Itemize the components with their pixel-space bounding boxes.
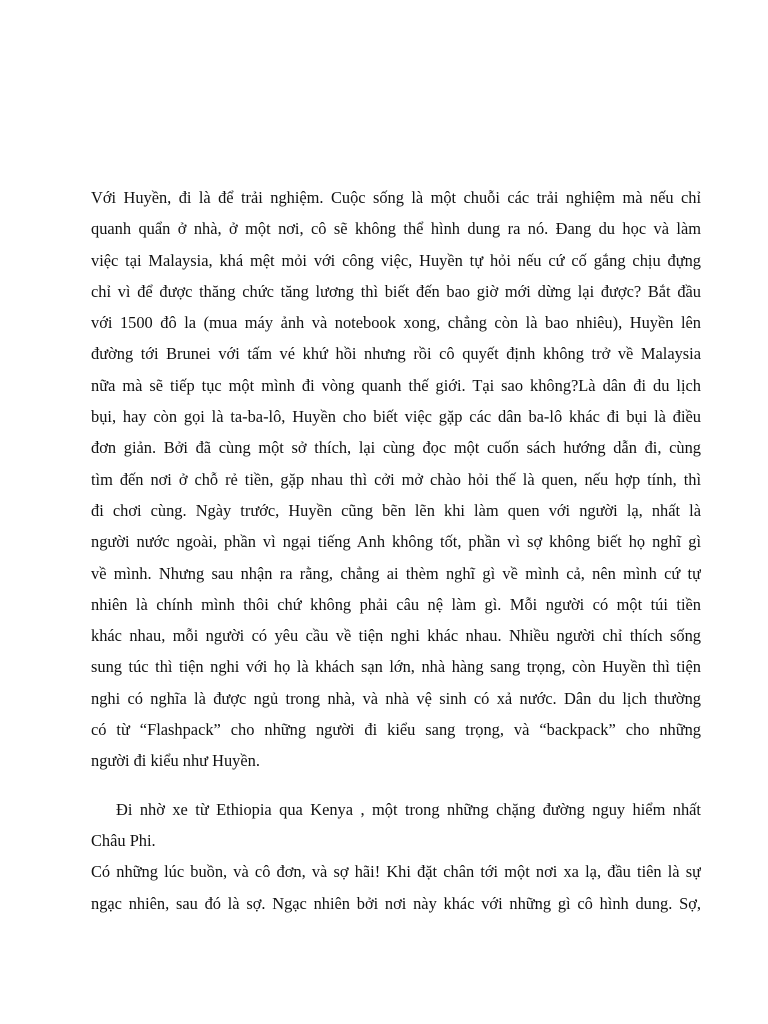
text-line: ngạc nhiên, sau đó là sợ. Ngạc nhiên bởi nơi này khác với những gì cô hình dung. Sợ, — [91, 893, 701, 913]
text-line: Đi nhờ xe từ Ethiopia qua Kenya , một trong những chặng đường nguy hiểm nhất — [116, 799, 701, 819]
paragraph-spacer — [91, 777, 701, 794]
text-line: Có những lúc buồn, và cô đơn, và sợ hãi! Khi đặt chân tới một nơi xa lạ, đầu tiên là sự — [91, 862, 701, 882]
paragraph — [91, 856, 701, 919]
text-line: người nước ngoài, phần vì ngại tiếng Anh không tốt, phần vì sợ không biết họ nghĩ gì — [91, 532, 701, 552]
paragraph — [91, 794, 701, 857]
text-line: khác nhau, mỗi người có yêu cầu về tiện nghi khác nhau. Nhiều người chỉ thích sống — [91, 626, 701, 646]
text-line: quanh quẩn ở nhà, ở một nơi, cô sẽ không thể hình dung ra nó. Đang du học và làm — [91, 219, 701, 239]
text-line: với 1500 đô la (mua máy ảnh và notebook xong, chẳng còn là bao nhiêu), Huyền lên — [91, 313, 701, 333]
text-line: về mình. Nhưng sau nhận ra rằng, chẳng ai thèm nghĩ gì về mình cả, nên mình cứ tự — [91, 563, 701, 583]
text-line: Châu Phi. — [91, 830, 156, 850]
text-line: nhiên là chính mình thôi chứ không phải câu nệ làm gì. Mỗi người có một túi tiền — [91, 594, 701, 614]
text-line: đi chơi cùng. Ngày trước, Huyền cũng bẽn lẽn khi làm quen với người lạ, nhất là — [91, 500, 701, 520]
text-line: chỉ vì để được thăng chức tăng lương thì biết đến bao giờ mới dừng lại được? Bắt đầu — [91, 281, 701, 301]
text-line: bụi, hay còn gọi là ta-ba-lô, Huyền cho biết việc gặp các dân ba-lô khác đi bụi là điều — [91, 407, 701, 427]
text-line: Với Huyền, đi là để trải nghiệm. Cuộc sống là một chuỗi các trải nghiệm mà nếu chỉ — [91, 188, 701, 207]
document-body — [91, 182, 701, 919]
text-line: đường tới Brunei với tấm vé khứ hồi nhưng rồi cô quyết định không trở về Malaysia — [91, 344, 701, 364]
text-line: có từ “Flashpack” cho những người đi kiểu sang trọng, và “backpack” cho những — [91, 720, 701, 740]
text-line: sung túc thì tiện nghi với họ là khách sạn lớn, nhà hàng sang trọng, còn Huyền thì tiện — [91, 657, 701, 677]
text-line: người đi kiểu như Huyền. — [91, 751, 260, 771]
text-line: việc tại Malaysia, khá mệt mỏi với công việc, Huyền tự hỏi nếu cứ cố gắng chịu đựng — [91, 250, 701, 270]
text-line: nghi có nghĩa là được ngủ trong nhà, và nhà vệ sinh có xả nước. Dân du lịch thường — [91, 688, 701, 708]
text-line: nữa mà sẽ tiếp tục một mình đi vòng quanh thế giới. Tại sao không?Là dân đi du lịch — [91, 375, 701, 395]
paragraph — [91, 182, 701, 777]
text-line: đơn giản. Bởi đã cùng một sở thích, lại cùng đọc một cuốn sách hướng dẫn đi, cùng — [91, 438, 701, 458]
text-line: tìm đến nơi ở chỗ rẻ tiền, gặp nhau thì cởi mở chào hỏi thế là quen, nếu hợp tính, thì — [91, 469, 701, 489]
